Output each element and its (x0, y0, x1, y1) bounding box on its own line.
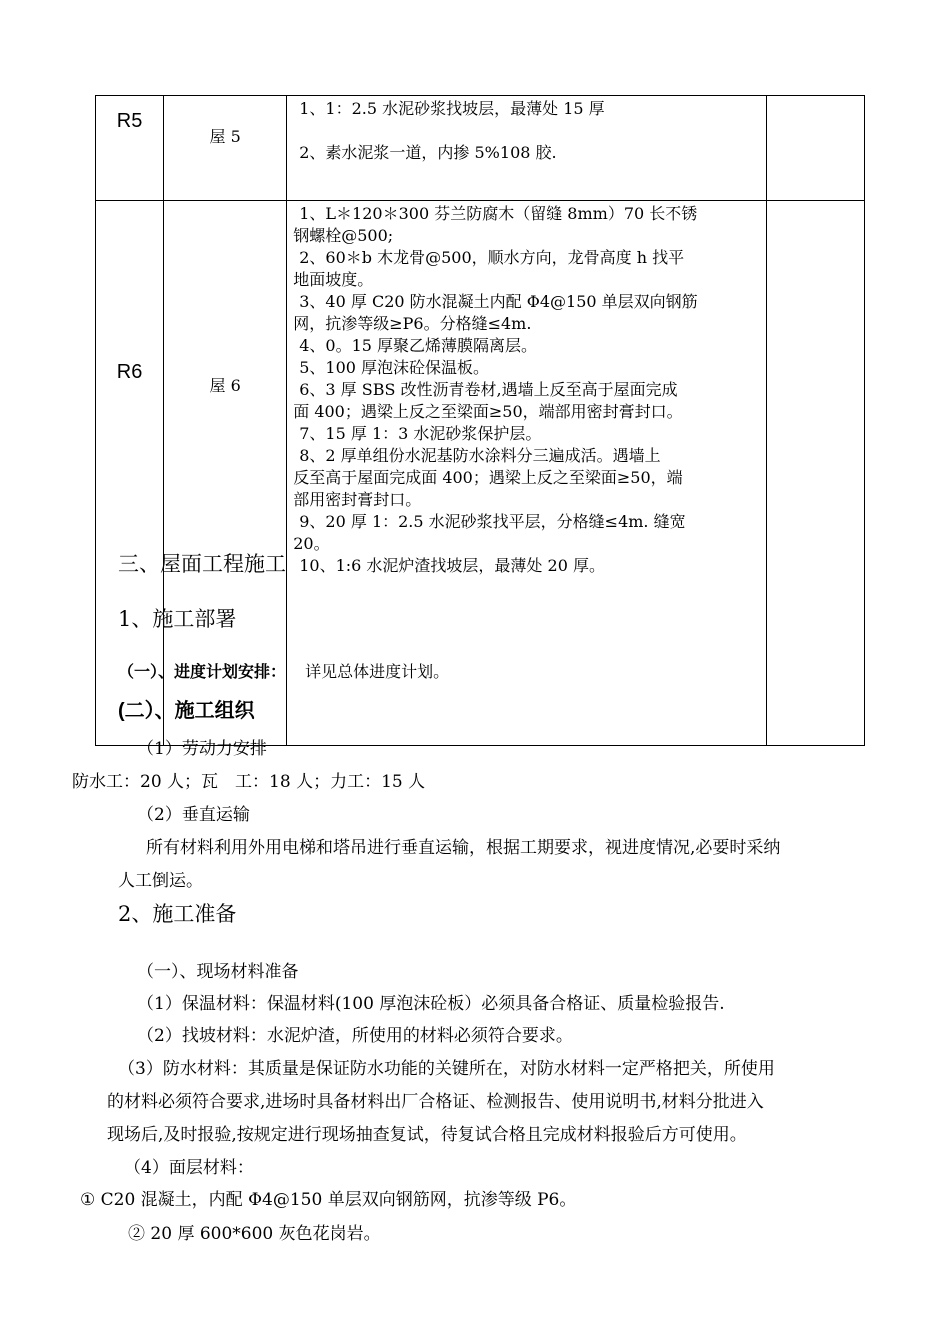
desc-line: 7、15 厚 1：3 水泥砂浆保护层。 (299, 424, 542, 443)
subsection-title: 1、施工部署 (118, 607, 237, 631)
row-note (766, 96, 864, 201)
material-subitem: ① C20 混凝土，内配 Φ4@150 单层双向钢筋网，抗渗等级 P6。 (80, 1190, 577, 1210)
labor-text: 防水工：20 人；瓦 工：18 人；力工：15 人 (72, 772, 426, 792)
desc-line: 4、0。15 厚聚乙烯薄膜隔离层。 (299, 336, 538, 355)
vertical-text: 所有材料利用外用电梯和塔吊进行垂直运输，根据工期要求，视进度情况,必要时采纳 (146, 838, 781, 858)
desc-line: 钢螺栓@500; (293, 226, 394, 245)
material-item: （2）找坡材料：水泥炉渣，所使用的材料必须符合要求。 (137, 1026, 573, 1046)
org-title: (二）、施工组织 (118, 700, 255, 722)
desc-line (299, 120, 760, 142)
vertical-text: 人工倒运。 (118, 871, 203, 891)
row-description (287, 96, 767, 201)
subsection-title: 2、施工准备 (118, 902, 237, 926)
desc-line: 地面坡度。 (293, 270, 374, 289)
row-name: 屋 6 (164, 201, 287, 746)
desc-line: 5、100 厚泡沫砼保温板。 (299, 358, 490, 377)
desc-line: 反至高于屋面完成面 400；遇梁上反之至梁面≥50，端 (293, 468, 683, 487)
plan-label: （一）、进度计划安排： (118, 664, 287, 681)
material-item-cont: 现场后,及时报验,按规定进行现场抽查复试，待复试合格且完成材料报验后方可使用。 (107, 1125, 747, 1145)
material-item-cont: 的材料必须符合要求,进场时具备材料出厂合格证、检测报告、使用说明书,材料分批进入 (107, 1092, 764, 1112)
material-item: （4）面层材料： (124, 1158, 254, 1178)
desc-line: 9、20 厚 1：2.5 水泥砂浆找平层，分格缝≤4m. 缝宽 (299, 512, 686, 531)
desc-line: 部用密封膏封口。 (293, 490, 422, 509)
plan-text: 详见总体进度计划。 (305, 662, 450, 681)
desc-line: 面 400；遇梁上反之至梁面≥50，端部用密封膏封口。 (293, 402, 683, 421)
vertical-title: （2）垂直运输 (137, 805, 250, 825)
table-row (96, 96, 865, 201)
desc-line: 2、素水泥浆一道，内掺 5%108 胶. (299, 143, 557, 162)
material-item: （3）防水材料：其质量是保证防水功能的关键所在，对防水材料一定严格把关，所使用 (118, 1059, 775, 1079)
desc-line: 20。 (293, 534, 330, 553)
desc-line: 3、40 厚 C20 防水混凝土内配 Φ4@150 单层双向钢筋 (299, 292, 698, 311)
section-title: 三、屋面工程施工 (118, 552, 286, 576)
desc-line: 1、L＊120＊300 芬兰防腐木（留缝 8mm）70 长不锈 (299, 204, 698, 223)
desc-line: 10、1:6 水泥炉渣找坡层，最薄处 20 厚。 (299, 556, 605, 575)
desc-line: 8、2 厚单组份水泥基防水涂料分三遍成活。遇墙上 (299, 446, 661, 465)
material-subitem: ② 20 厚 600*600 灰色花岗岩。 (128, 1224, 381, 1244)
material-title: （一）、现场材料准备 (137, 962, 299, 982)
row-note (766, 201, 864, 746)
desc-line: 网，抗渗等级≥P6。分格缝≤4m. (293, 314, 532, 333)
row-code: R6 (96, 201, 164, 746)
material-item: （1）保温材料：保温材料(100 厚泡沫砼板）必须具备合格证、质量检验报告. (137, 994, 725, 1014)
plan-row (118, 659, 449, 682)
row-name: 屋 5 (164, 96, 287, 201)
row-code: R5 (96, 96, 164, 201)
spec-table (95, 95, 865, 746)
desc-line: 1、1：2.5 水泥砂浆找坡层，最薄处 15 厚 (299, 99, 605, 118)
desc-line: 6、3 厚 SBS 改性沥青卷材,遇墙上反至高于屋面完成 (299, 380, 678, 399)
desc-line: 2、60＊b 木龙骨@500，顺水方向，龙骨高度 h 找平 (299, 248, 685, 267)
labor-title: （1）劳动力安排 (137, 739, 267, 759)
